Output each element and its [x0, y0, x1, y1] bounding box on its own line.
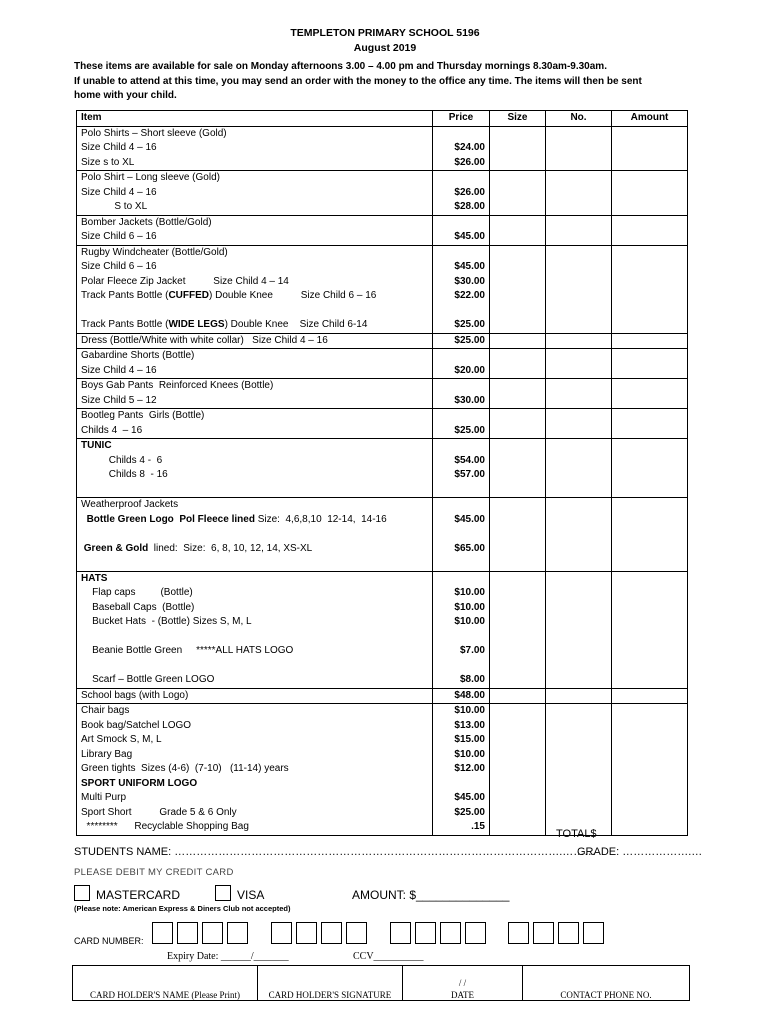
item-column-header: Item — [77, 111, 433, 127]
item-line: Bomber Jackets (Bottle/Gold) — [81, 216, 212, 228]
table-row — [77, 215, 688, 245]
item-line: Book bag/Satchel LOGO — [81, 719, 192, 731]
total-label: TOTAL$ — [556, 828, 597, 840]
price-cell — [433, 349, 490, 379]
price-cell — [433, 379, 490, 409]
size-entry-cell[interactable] — [490, 498, 546, 572]
price-value: $12.00 — [454, 763, 485, 774]
no-column-header: No. — [546, 111, 612, 127]
mastercard-label: MASTERCARD — [96, 888, 181, 902]
price-value: $15.00 — [454, 734, 485, 745]
size-entry-cell[interactable] — [490, 409, 546, 439]
price-cell — [433, 215, 490, 245]
price-value: $48.00 — [454, 689, 485, 701]
date-label: DATE — [451, 990, 474, 1000]
card-digit-box[interactable] — [390, 922, 411, 944]
item-line: Beanie Bottle Green *****ALL HATS LOGO — [81, 645, 294, 656]
size-entry-cell[interactable] — [490, 349, 546, 379]
item-line: S to XL — [81, 201, 148, 212]
no-entry-cell[interactable] — [546, 215, 612, 245]
amount-entry-cell[interactable] — [612, 704, 688, 836]
item-cell — [77, 215, 433, 245]
size-entry-cell[interactable] — [490, 215, 546, 245]
item-line: Size Child 4 – 16 — [81, 186, 157, 198]
price-value — [437, 349, 485, 364]
price-value — [437, 659, 485, 674]
price-cell — [433, 688, 490, 704]
price-cell — [433, 498, 490, 572]
item-line: Art Smock S, M, L — [81, 734, 162, 745]
amount-entry-cell[interactable] — [612, 245, 688, 333]
price-value: $10.00 — [454, 587, 485, 598]
item-cell — [77, 379, 433, 409]
item-line: Scarf – Bottle Green LOGO — [81, 674, 215, 685]
table-row — [77, 409, 688, 439]
item-line: Bucket Hats - (Bottle) Sizes S, M, L — [81, 616, 252, 627]
card-digit-box[interactable] — [415, 922, 436, 944]
amount-entry-cell[interactable] — [612, 379, 688, 409]
price-value — [437, 379, 485, 394]
amount-entry-cell[interactable] — [612, 215, 688, 245]
amount-field[interactable]: AMOUNT: $______________ — [352, 888, 510, 902]
price-value: $25.00 — [454, 334, 485, 346]
card-note: (Please note: American Express & Diners Club not accepted) — [74, 904, 291, 913]
price-column-header: Price — [433, 111, 490, 127]
item-line: Childs 4 – 16 — [81, 424, 143, 436]
price-value: $25.00 — [454, 806, 485, 818]
price-value: $8.00 — [459, 674, 485, 685]
card-digit-box[interactable] — [177, 922, 198, 944]
price-value: $24.00 — [454, 142, 485, 153]
item-cell — [77, 171, 433, 216]
item-line: HATS — [81, 572, 108, 584]
price-cell — [433, 571, 490, 688]
price-value: $26.00 — [454, 186, 485, 198]
table-row — [77, 571, 688, 688]
item-line: Size Child 4 – 16 — [81, 364, 157, 376]
card-digit-box[interactable] — [296, 922, 317, 944]
item-line: Weatherproof Jackets — [81, 499, 179, 510]
item-line: Multi Purp — [81, 792, 127, 803]
amount-entry-cell[interactable] — [612, 688, 688, 704]
price-value: $45.00 — [454, 792, 485, 803]
item-cell — [77, 349, 433, 379]
item-cell — [77, 688, 433, 704]
no-entry-cell[interactable] — [546, 171, 612, 216]
item-line: Gabardine Shorts (Bottle) — [81, 350, 195, 361]
price-value: $25.00 — [454, 424, 485, 436]
card-digit-box[interactable] — [558, 922, 579, 944]
card-digit-box[interactable] — [508, 922, 529, 944]
emphasis-text: WIDE LEGS — [168, 319, 225, 330]
item-cell — [77, 498, 433, 572]
size-entry-cell[interactable] — [490, 439, 546, 498]
size-entry-cell[interactable] — [490, 126, 546, 171]
price-value: $30.00 — [454, 394, 485, 406]
table-row — [77, 439, 688, 498]
amount-entry-cell[interactable] — [612, 126, 688, 171]
table-row — [77, 333, 688, 349]
item-line — [81, 304, 428, 319]
intro-line-3: home with your child. — [74, 90, 177, 101]
amount-column-header: Amount — [612, 111, 688, 127]
item-line: TUNIC — [81, 440, 112, 451]
no-entry-cell[interactable] — [546, 126, 612, 171]
price-cell — [433, 409, 490, 439]
item-line — [81, 659, 428, 674]
amount-entry-cell[interactable] — [612, 333, 688, 349]
price-value: $20.00 — [454, 364, 485, 376]
price-value — [437, 527, 485, 542]
item-line — [81, 483, 428, 498]
price-value: $28.00 — [454, 201, 485, 212]
price-value — [437, 572, 485, 587]
amount-entry-cell[interactable] — [612, 498, 688, 572]
card-holder-table — [72, 965, 690, 1001]
table-row — [77, 704, 688, 836]
item-line: Track Pants Bottle (WIDE LEGS) Double Knee Size Child 6-14 — [81, 319, 368, 330]
item-line: ******** Recyclable Shopping Bag — [81, 821, 249, 832]
item-line — [81, 556, 428, 571]
item-cell — [77, 571, 433, 688]
price-cell — [433, 245, 490, 333]
date-cell[interactable] — [403, 966, 523, 1001]
item-line: Library Bag — [81, 748, 133, 760]
no-entry-cell[interactable] — [546, 498, 612, 572]
table-row — [77, 498, 688, 572]
card-holder-signature-cell[interactable] — [258, 966, 403, 1001]
item-line: Childs 8 - 16 — [81, 469, 168, 480]
card-digit-box[interactable] — [152, 922, 173, 944]
price-value — [437, 630, 485, 645]
emphasis-text: Green & Gold — [83, 542, 149, 554]
price-value — [437, 409, 485, 424]
emphasis-text: CUFFED — [168, 290, 209, 301]
item-line: Size Child 5 – 12 — [81, 394, 157, 406]
debit-label: PLEASE DEBIT MY CREDIT CARD — [74, 867, 234, 878]
card-digit-box[interactable] — [346, 922, 367, 944]
card-number-label: CARD NUMBER: — [74, 936, 144, 946]
no-entry-cell[interactable] — [546, 704, 612, 836]
price-cell — [433, 439, 490, 498]
student-name-field[interactable]: STUDENTS NAME: …………………………………………………………………………………………….……… — [74, 846, 596, 858]
item-line — [81, 527, 428, 542]
size-entry-cell[interactable] — [490, 688, 546, 704]
no-entry-cell[interactable] — [546, 688, 612, 704]
price-value: $10.00 — [454, 616, 485, 627]
price-value — [437, 127, 485, 142]
price-value — [437, 777, 485, 792]
price-value: $45.00 — [454, 231, 485, 242]
no-entry-cell[interactable] — [546, 333, 612, 349]
item-cell — [77, 409, 433, 439]
item-line: Childs 4 - 6 — [81, 454, 163, 466]
size-entry-cell[interactable] — [490, 333, 546, 349]
size-entry-cell[interactable] — [490, 704, 546, 836]
price-value: $10.00 — [454, 705, 485, 716]
no-entry-cell[interactable] — [546, 379, 612, 409]
price-cell — [433, 171, 490, 216]
price-value: $57.00 — [454, 469, 485, 480]
table-row — [77, 126, 688, 171]
item-line: SPORT UNIFORM LOGO — [81, 777, 198, 789]
price-cell — [433, 333, 490, 349]
item-line: Chair bags — [81, 705, 130, 716]
contact-phone-label: CONTACT PHONE NO. — [560, 990, 652, 1000]
size-entry-cell[interactable] — [490, 245, 546, 333]
no-entry-cell[interactable] — [546, 409, 612, 439]
item-line: Size Child 4 – 16 — [81, 142, 157, 153]
table-row — [77, 379, 688, 409]
item-line: School bags (with Logo) — [81, 689, 189, 701]
item-line: Polo Shirts – Short sleeve (Gold) — [81, 127, 227, 139]
item-line: Polo Shirt – Long sleeve (Gold) — [81, 172, 220, 183]
amount-entry-cell[interactable] — [612, 409, 688, 439]
item-line: Boys Gab Pants Reinforced Knees (Bottle) — [81, 380, 274, 391]
price-value: $45.00 — [454, 261, 485, 272]
item-line: Bottle Green Logo Pol Fleece lined Size: 4,6,8,10 12-14, 14-16 — [86, 513, 387, 525]
item-line: Sport Short Grade 5 & 6 Only — [81, 806, 237, 818]
price-cell — [433, 126, 490, 171]
price-value — [437, 304, 485, 319]
card-digit-box[interactable] — [440, 922, 461, 944]
price-value — [437, 216, 485, 231]
card-digit-box[interactable] — [227, 922, 248, 944]
amount-entry-cell[interactable] — [612, 171, 688, 216]
grade-field[interactable]: GRADE: ……………….… — [577, 846, 703, 858]
visa-label: VISA — [237, 888, 265, 902]
table-row — [77, 688, 688, 704]
no-entry-cell[interactable] — [546, 439, 612, 498]
no-entry-cell[interactable] — [546, 571, 612, 688]
size-entry-cell[interactable] — [490, 171, 546, 216]
intro-line-1: These items are available for sale on Monday afternoons 3.00 – 4.00 pm and Thursday mornings 8.30am-9.30am. — [74, 61, 607, 72]
item-line: Green & Gold lined: Size: 6, 8, 10, 12, 14, XS-XL — [83, 542, 313, 554]
date-slashes: / / — [458, 978, 467, 988]
card-digit-box[interactable] — [321, 922, 342, 944]
item-line: Size s to XL — [81, 156, 135, 168]
item-line: Polar Fleece Zip Jacket Size Child 4 – 14 — [81, 275, 289, 287]
table-row — [77, 349, 688, 379]
price-value — [437, 556, 485, 571]
expiry-field[interactable]: Expiry Date: ______/_______ — [167, 951, 289, 962]
price-value: $25.00 — [454, 319, 485, 330]
price-value: $30.00 — [454, 275, 485, 287]
price-value — [437, 439, 485, 454]
card-holder-signature-label: CARD HOLDER'S SIGNATURE — [268, 990, 392, 1000]
price-value — [437, 498, 485, 513]
item-cell — [77, 333, 433, 349]
visa-option[interactable] — [215, 885, 264, 902]
item-line: Baseball Caps (Bottle) — [81, 601, 195, 613]
emphasis-text: Bottle Green Logo Pol Fleece lined — [86, 513, 255, 525]
ccv-field[interactable]: CCV__________ — [353, 951, 424, 962]
price-value: $45.00 — [454, 513, 485, 525]
amount-entry-cell[interactable] — [612, 349, 688, 379]
price-value — [437, 171, 485, 186]
item-line — [81, 630, 428, 645]
card-digit-box[interactable] — [271, 922, 292, 944]
mastercard-checkbox[interactable] — [74, 885, 90, 901]
item-line: Dress (Bottle/White with white collar) Size Child 4 – 16 — [81, 334, 328, 346]
visa-checkbox[interactable] — [215, 885, 231, 901]
price-value: $22.00 — [454, 290, 485, 301]
card-digit-box[interactable] — [465, 922, 486, 944]
item-cell — [77, 245, 433, 333]
item-line: Size Child 6 – 16 — [81, 231, 157, 242]
price-value: $26.00 — [454, 156, 485, 168]
intro-text — [74, 60, 714, 104]
no-entry-cell[interactable] — [546, 349, 612, 379]
table-header-row — [77, 111, 688, 127]
price-value: $13.00 — [454, 719, 485, 731]
contact-phone-cell[interactable] — [523, 966, 690, 1001]
card-digit-box[interactable] — [583, 922, 604, 944]
price-value: $7.00 — [459, 645, 485, 656]
card-digit-box[interactable] — [533, 922, 554, 944]
item-line: Track Pants Bottle (CUFFED) Double Knee Size Child 6 – 16 — [81, 290, 377, 301]
mastercard-option[interactable] — [74, 885, 180, 902]
item-cell — [77, 704, 433, 836]
item-line: Green tights Sizes (4-6) (7-10) (11-14) years — [81, 763, 289, 774]
price-value: $65.00 — [454, 542, 485, 554]
item-line: Bootleg Pants Girls (Bottle) — [81, 410, 205, 421]
card-holder-name-cell[interactable] — [73, 966, 258, 1001]
price-value: $10.00 — [454, 748, 485, 760]
document-date: August 2019 — [353, 42, 417, 54]
card-digit-box[interactable] — [202, 922, 223, 944]
price-value — [437, 483, 485, 498]
item-cell — [77, 126, 433, 171]
item-line: Flap caps (Bottle) — [81, 587, 193, 598]
table-row — [77, 245, 688, 333]
item-cell — [77, 439, 433, 498]
item-line: Size Child 6 – 16 — [81, 261, 157, 272]
price-value — [437, 246, 485, 261]
table-row — [77, 171, 688, 216]
price-value: $10.00 — [454, 601, 485, 613]
price-value: .15 — [471, 821, 485, 832]
price-list-table — [76, 110, 688, 836]
card-holder-name-label: CARD HOLDER'S NAME (Please Print) — [89, 990, 241, 1000]
intro-line-2: If unable to attend at this time, you may send an order with the money to the office any time. The items will then be sent — [74, 75, 642, 87]
amount-entry-cell[interactable] — [612, 439, 688, 498]
school-title: TEMPLETON PRIMARY SCHOOL 5196 — [290, 27, 480, 39]
price-value: $54.00 — [454, 454, 485, 466]
size-entry-cell[interactable] — [490, 379, 546, 409]
amount-entry-cell[interactable] — [612, 571, 688, 688]
no-entry-cell[interactable] — [546, 245, 612, 333]
price-cell — [433, 704, 490, 836]
size-entry-cell[interactable] — [490, 571, 546, 688]
item-line: Rugby Windcheater (Bottle/Gold) — [81, 246, 228, 258]
size-column-header: Size — [490, 111, 546, 127]
